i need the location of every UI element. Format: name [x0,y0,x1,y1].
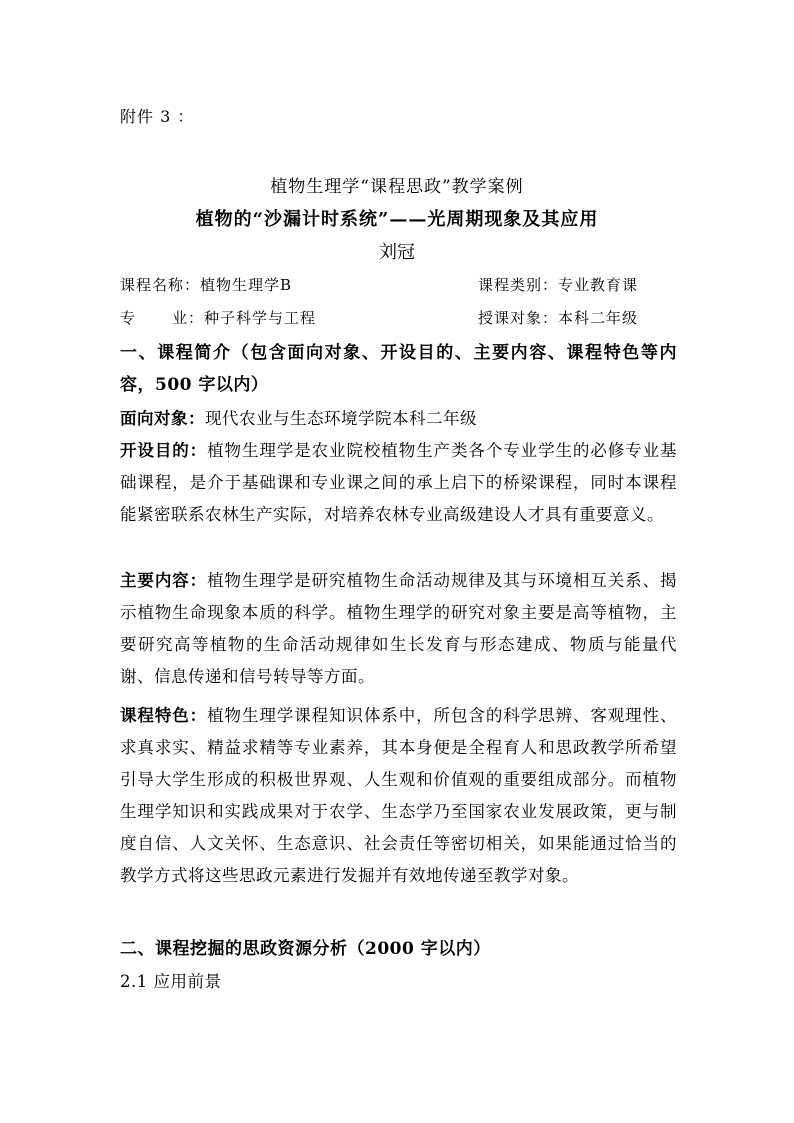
audience-label: 授课对象： [478,309,559,327]
content-label: 主要内容： [120,571,208,590]
major-field [120,307,316,328]
content-paragraph [120,565,677,693]
purpose-label: 开设目的： [120,441,208,460]
feature-paragraph [120,700,677,892]
course-name-label: 课程名称： [120,276,201,294]
document-subtitle: 植物生理学“课程思政”教学案例 [270,177,524,197]
audience-field [478,307,638,328]
major-label-first: 专 [120,309,137,327]
feature-text: 植物生理学课程知识体系中，所包含的科学思辨、客观理性、求真求实、精益求精等专业素养，其本身便是全程育人和思政教学所希望引导大学生形成的积极世界观、人生观和价值观的重要组成部分。而植物生理学知识和实践成果对于农学、生态学乃至国家农业发展政策，更与制度自信、人文关怀、生态意识、社会责任等密切相关，如果能通过恰当的教学方式将这些思政元素进行发掘并有效地传递至教学对象。 [120,706,678,885]
course-name-value: 植物生理学B [200,276,293,294]
course-type-label: 课程类别： [478,276,559,294]
purpose-text: 植物生理学是农业院校植物生产类各个专业学生的必修专业基础课程，是介于基础课和专业课之间的承上启下的桥梁课程，同时本课程能紧密联系农林生产实际，对培养农林专业高级建设人才具有重要意义。 [120,441,678,524]
section2-heading: 二、课程挖掘的思政资源分析（2000 字以内） [120,939,491,959]
target-text: 现代农业与生态环境学院本科二年级 [205,409,477,428]
target-paragraph [120,403,677,435]
course-type-value: 专业教育课 [558,276,639,294]
course-type-field [478,274,638,295]
audience-value: 本科二年级 [558,309,639,327]
subsection-2-1-heading: 2.1 应用前景 [120,972,222,991]
author-name: 刘冠 [379,242,415,263]
document-title: 植物的“沙漏计时系统”——光周期现象及其应用 [195,209,599,230]
feature-label: 课程特色： [120,706,208,725]
target-label: 面向对象： [120,409,205,428]
major-label-second: 业： [172,309,205,327]
major-value: 种子科学与工程 [204,309,317,327]
purpose-paragraph [120,435,677,531]
section1-heading: 一、课程简介（包含面向对象、开设目的、主要内容、课程特色等内容，500 字以内） [120,343,677,395]
course-name-field [120,274,292,295]
content-text: 植物生理学是研究植物生命活动规律及其与环境相互关系、揭示植物生命现象本质的科学。植物生理学的研究对象主要是高等植物，主要研究高等植物的生命活动规律如生长发育与形态建成、物质与能量代谢、信息传递和信号转导等方面。 [120,571,678,686]
attachment-label: 附件 3 ： [120,107,195,126]
